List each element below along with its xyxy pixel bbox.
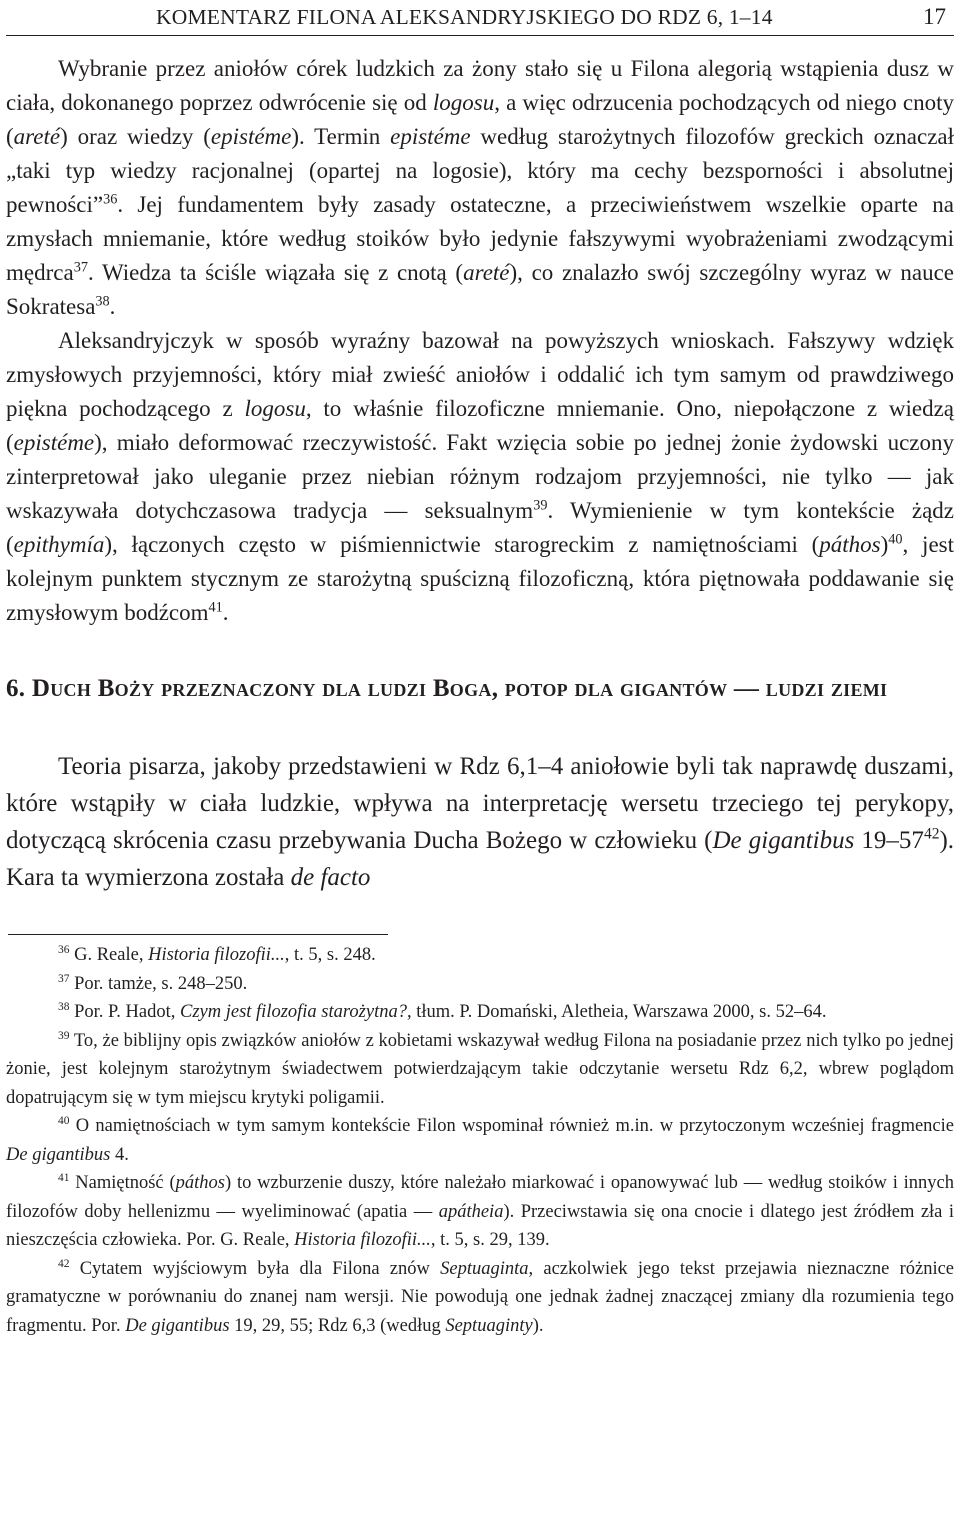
- page-number: 17: [923, 4, 946, 29]
- text-run: , a więc odrzucenia pochodzących od niego cnoty (: [6, 90, 954, 149]
- footnote-number: 41: [58, 1171, 70, 1184]
- italic-term: areté: [463, 260, 510, 285]
- italic-term: páthos: [175, 1173, 225, 1193]
- text-run: , t. 5, s. 248.: [284, 945, 376, 965]
- footnote-divider: [8, 934, 388, 935]
- footnote-number: 40: [58, 1114, 70, 1127]
- text-run: ). Kara ta wymierzona została: [6, 827, 955, 891]
- text-run: G. Reale,: [69, 945, 149, 965]
- italic-term: De gigantibus: [712, 827, 855, 854]
- italic-title: De gigantibus: [6, 1144, 111, 1165]
- text-run: .: [109, 294, 116, 319]
- italic-title: Historia filozofii...: [148, 945, 285, 965]
- text-run: , jest kolejnym punktem stycznym ze starożytną spuścizną filozoficzną, która piętnowała poddawanie się zmysłowym bodźcom: [6, 532, 954, 625]
- section-heading: 6. Duch Boży przeznaczony dla ludzi Boga, potop dla gigantów — ludzi ziemi: [6, 675, 888, 702]
- text-run: , aczkolwiek jego tekst przejawia nieznaczne różnice gramatyczne w porównaniu do znanej nam wersji. Nie powodują one jednak żadnej znaczącej zmiany dla rozumienia tego fragmentu. Por.: [6, 1258, 955, 1336]
- footnote-ref[interactable]: 37: [73, 259, 88, 276]
- footnote-41: [6, 1169, 954, 1255]
- italic-term: logosu: [244, 396, 306, 421]
- text-run: Por. P. Hadot,: [69, 1002, 180, 1022]
- text-run: Por. tamże, s. 248–250.: [69, 973, 248, 994]
- text-run: , tłum. P. Domański, Aletheia, Warszawa 2000, s. 52–64.: [406, 1002, 827, 1022]
- italic-term: páthos: [819, 532, 881, 557]
- text-run: ). Termin: [291, 124, 391, 149]
- italic-term: epithymía: [13, 532, 105, 557]
- footnote-number: 36: [58, 943, 70, 956]
- italic-title: Historia filozofii...: [294, 1230, 431, 1250]
- footnote-39: [6, 1027, 954, 1113]
- text-run: ), co znalazło swój szczególny wyraz w nauce Sokratesa: [6, 260, 954, 319]
- footnote-ref[interactable]: 41: [208, 599, 223, 616]
- footnote-ref[interactable]: 38: [95, 293, 110, 310]
- footnote-number: 37: [58, 972, 70, 985]
- footnotes: [6, 941, 954, 1340]
- footnote-37: [6, 970, 954, 999]
- paragraph-2: [6, 324, 954, 630]
- text-run: Namiętność (: [69, 1173, 176, 1193]
- footnote-number: 38: [58, 1000, 70, 1013]
- text-run: Cytatem wyjściowym była dla Filona znów: [69, 1258, 441, 1279]
- footnote-number: 39: [58, 1029, 70, 1042]
- italic-term: epistéme: [13, 430, 95, 455]
- text-run: ). Przeciwstawia się ona cnocie i dlatego jest źródłem zła i nieszczęścia człowieka. Por. G. Reale,: [6, 1201, 954, 1250]
- text-run: według starożytnych filozofów greckich oznaczał „taki typ wiedzy racjonalnej (opartej na logosie), który ma cechy bezsporności i absolutnej pewności”: [6, 124, 955, 217]
- text-run: . Wiedza ta ściśle wiązała się z cnotą (: [87, 260, 464, 285]
- footnote-36: [6, 941, 954, 970]
- italic-term: de facto: [290, 864, 371, 891]
- footnote-40: [6, 1112, 954, 1169]
- text-run: ) oraz wiedzy (: [60, 124, 211, 149]
- text-run: Teoria pisarza, jakoby przedstawieni w Rdz 6,1–4 aniołowie byli tak naprawdę duszami, które wstąpiły w ciała ludzkie, wpływa na interpretację wersetu trzeciego tej perykopy, dotyczącą skrócenia czasu przebywania Ducha Bożego w człowieku (: [6, 753, 954, 854]
- text-run: ), miało deformować rzeczywistość. Fakt wzięcia sobie po jednej żonie żydowski uczony zinterpretował jako uleganie przez niebian różnym rodzajom przyjemności, nie tylko — jak wskazywała dotychczasowa tradycja — seksualnym: [6, 430, 954, 523]
- text-run: O namiętnościach w tym samym kontekście Filon wspominał również m.in. w przytoczonym wcześniej fragmencie: [69, 1116, 954, 1136]
- paragraph-3: [6, 748, 954, 896]
- footnote-ref[interactable]: 42: [923, 825, 940, 843]
- running-header: [6, 0, 954, 36]
- italic-title: Czym jest filozofia starożytna?: [179, 1002, 407, 1022]
- italic-title: De gigantibus: [125, 1315, 230, 1336]
- text-run: ).: [532, 1315, 544, 1336]
- italic-title: Septuaginty: [445, 1315, 533, 1336]
- italic-term: areté: [13, 124, 61, 149]
- text-run: . Wymienienie w tym kontekście żądz (: [6, 498, 954, 557]
- text-run: , t. 5, s. 29, 139.: [430, 1230, 550, 1250]
- text-run: ), łączonych często w piśmiennictwie starogreckim z namiętnościami (: [104, 532, 820, 557]
- italic-term: apátheia: [438, 1201, 504, 1222]
- footnote-38: [6, 998, 954, 1027]
- footnote-ref[interactable]: 40: [888, 531, 903, 548]
- text-run: 19, 29, 55; Rdz 6,3 (według: [229, 1315, 446, 1336]
- footnote-number: 42: [58, 1257, 70, 1270]
- paragraph-1: [6, 52, 954, 324]
- italic-term: epistéme: [210, 124, 292, 149]
- text-run: ) to wzburzenie duszy, które należało miarkować i opanowywać lub — według stoików i innych filozofów doby hellenizmu — wyeliminować (apatia —: [6, 1173, 954, 1222]
- text-run: 19–57: [854, 827, 924, 854]
- text-run: 4.: [110, 1144, 129, 1165]
- italic-title: Septuaginta: [440, 1258, 529, 1279]
- footnote-42: [6, 1255, 954, 1341]
- text-run: . Jej fundamentem były zasady ostateczne, a przeciwieństwem wszelkie oparte na zmysłach mniemanie, które według stoików było jedynie fałszywymi wyobrażeniami zwodzącymi mędrca: [6, 192, 954, 285]
- text-run: To, że biblijny opis związków aniołów z kobietami wskazywał według Filona na posiadanie przez nich tylko po jednej żonie, jest kolejnym starożytnym świadectwem potwierdzającym takie odczytanie wersetu Rdz 6,2, wbrew poglądom dopatrującym się w tym miejscu krytyki poligamii.: [6, 1030, 954, 1108]
- text-run: ): [880, 532, 889, 557]
- text-run: , to właśnie filozoficzne mniemanie. Ono, niepołączone z wiedzą (: [6, 396, 954, 455]
- running-title: KOMENTARZ FILONA ALEKSANDRYJSKIEGO DO RDZ 6, 1–14: [156, 4, 773, 29]
- footnote-ref[interactable]: 36: [103, 191, 118, 208]
- footnote-ref[interactable]: 39: [533, 497, 548, 514]
- text-run: .: [222, 600, 229, 625]
- italic-term: epistéme: [390, 124, 471, 149]
- text-run: Wybranie przez aniołów córek ludzkich za żony stało się u Filona alegorią wstąpienia dusz w ciała, dokonanego poprzez odwrócenie się od: [6, 56, 954, 115]
- text-run: Aleksandryjczyk w sposób wyraźny bazował na powyższych wnioskach. Fałszywy wdzięk zmysłowych przyjemności, który miał zwieść aniołów i oddalić ich tym samym od prawdziwego piękna pochodzącego z: [6, 328, 954, 421]
- italic-term: logosu: [432, 90, 495, 115]
